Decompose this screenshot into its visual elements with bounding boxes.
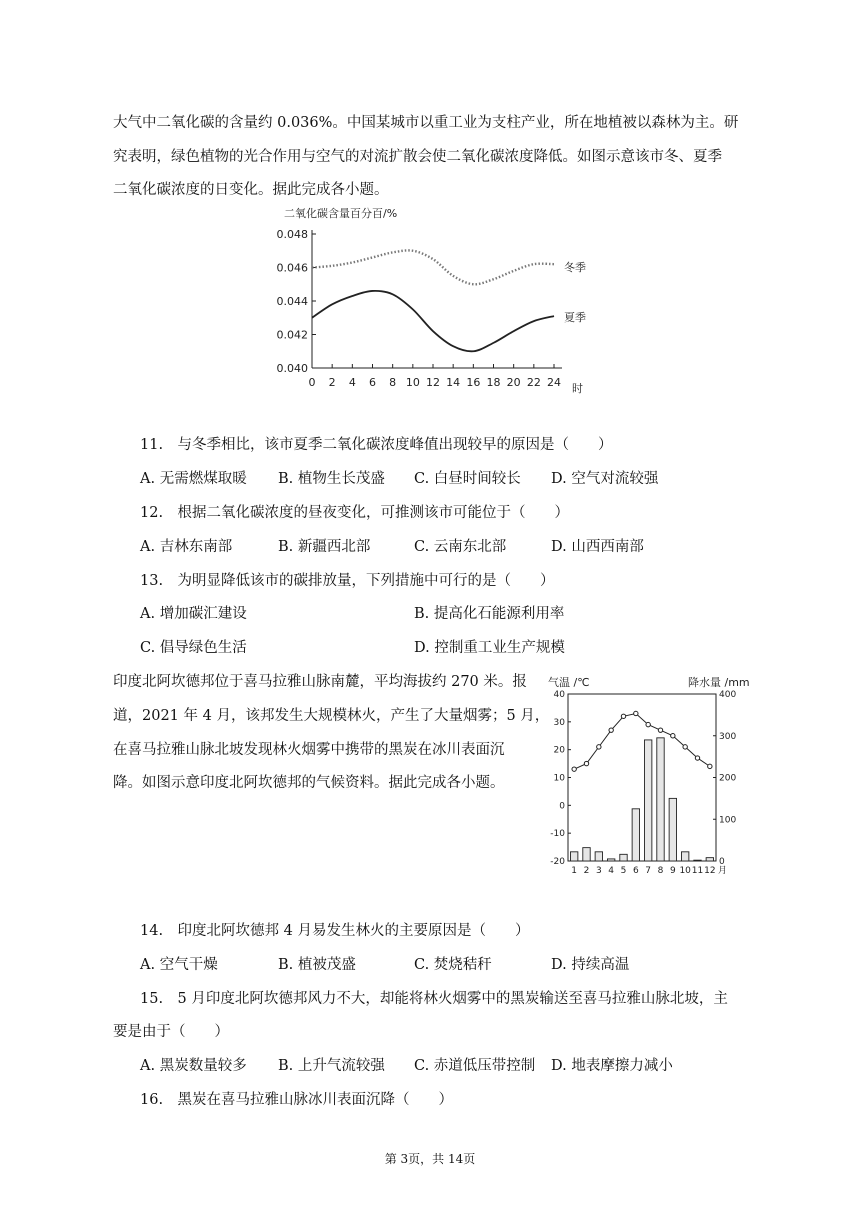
q11-option-b[interactable]: B. 植物生长茂盛: [278, 471, 385, 487]
chart1-xtick-label: 6: [369, 376, 376, 389]
summer-series-label: 夏季: [564, 311, 586, 324]
intro2-line-4: 降。如图示意印度北阿坎德邦的气候资料。据此完成各小题。: [113, 775, 505, 791]
precipitation-bar: [620, 854, 627, 861]
precipitation-bar: [583, 848, 590, 861]
winter-series-label: 冬季: [564, 261, 586, 274]
chart1-xtick-label: 14: [446, 376, 461, 389]
chart2-month-label: 5: [620, 866, 627, 876]
chart2-month-label: 6: [632, 866, 639, 876]
precipitation-bar: [570, 852, 577, 861]
intro1-line-2: 究表明，绿色植物的光合作用与空气的对流扩散会使二氧化碳浓度降低。如图示意该市冬、夏季: [113, 149, 722, 165]
climate-chart: [538, 672, 758, 882]
precipitation-bar: [607, 859, 614, 861]
summer-series-line: [312, 291, 554, 351]
q13-option-c[interactable]: C. 倡导绿色生活: [140, 640, 247, 656]
q15-stem-line-2: 要是由于（ ）: [113, 1024, 229, 1040]
temperature-line: [574, 713, 710, 769]
chart2-y1tick-label: -20: [550, 857, 565, 867]
temperature-point: [597, 745, 601, 749]
chart2-y2tick-label: 100: [719, 815, 737, 826]
temperature-point: [609, 728, 613, 732]
chart2-y2label: 降水量 /mm: [688, 676, 750, 689]
q12-option-d[interactable]: D. 山西西南部: [551, 539, 644, 555]
chart2-month-label: 3: [595, 866, 602, 876]
chart2-y1tick-label: 0: [559, 801, 565, 812]
temperature-point: [708, 764, 712, 768]
precipitation-bar: [681, 852, 688, 861]
chart1-xtick-label: 18: [486, 376, 501, 389]
q13-option-d[interactable]: D. 控制重工业生产规模: [414, 640, 565, 656]
q14-stem: 14. 印度北阿坎德邦 4 月易发生林火的主要原因是（ ）: [140, 923, 530, 939]
chart1-xtick-label: 0: [308, 376, 316, 389]
chart1-xtick-label: 10: [405, 376, 420, 389]
precipitation-bar: [669, 798, 676, 861]
q12-option-a[interactable]: A. 吉林东南部: [140, 539, 233, 555]
chart2-month-label: 8: [657, 866, 664, 876]
q15-option-d[interactable]: D. 地表摩擦力减小: [551, 1058, 673, 1074]
q13-option-b[interactable]: B. 提高化石能源利用率: [414, 606, 565, 622]
chart1-ytick-label: 0.044: [276, 295, 308, 308]
chart1-xtick-label: 4: [348, 376, 356, 389]
chart1-ytick-label: 0.046: [276, 261, 308, 275]
chart2-month-label: 12: [704, 866, 716, 876]
temperature-point: [646, 722, 650, 726]
precipitation-bar: [595, 852, 602, 861]
q12-option-b[interactable]: B. 新疆西北部: [278, 539, 371, 555]
chart2-y1tick-label: -10: [550, 829, 565, 840]
chart1-xtick-label: 8: [389, 376, 397, 389]
chart2-y2tick-label: 0: [719, 857, 725, 867]
temperature-point: [671, 734, 675, 738]
q11-option-a[interactable]: A. 无需燃煤取暖: [140, 471, 247, 487]
q14-option-d[interactable]: D. 持续高温: [551, 957, 630, 973]
precipitation-bar: [632, 809, 639, 861]
q13-stem: 13. 为明显降低该市的碳排放量，下列措施中可行的是（ ）: [140, 573, 555, 589]
q14-option-b[interactable]: B. 植被茂盛: [278, 957, 356, 973]
temperature-point: [695, 756, 699, 760]
chart2-xunit: 月: [718, 866, 728, 876]
chart2-y1tick-label: 10: [553, 773, 565, 784]
temperature-point: [572, 767, 576, 771]
q11-option-c[interactable]: C. 白昼时间较长: [414, 471, 521, 487]
chart2-y2tick-label: 300: [719, 731, 737, 742]
chart1-xtick-label: 2: [328, 376, 336, 389]
q11-option-d[interactable]: D. 空气对流较强: [551, 471, 659, 487]
intro2-line-2: 道，2021 年 4 月，该邦发生大规模林火，产生了大量烟雾；5 月，: [113, 708, 550, 724]
intro2-line-3: 在喜马拉雅山脉北坡发现林火烟雾中携带的黑炭在冰川表面沉: [113, 742, 505, 758]
q13-option-a[interactable]: A. 增加碳汇建设: [140, 606, 247, 622]
chart1-xtick-label: 20: [506, 376, 521, 389]
chart2-month-label: 7: [645, 866, 652, 876]
q15-option-c[interactable]: C. 赤道低压带控制: [414, 1058, 536, 1074]
intro1-line-1: 大气中二氧化碳的含量约 0.036%。中国某城市以重工业为支柱产业，所在地植被以森林为主。研: [113, 115, 739, 131]
chart1-xtick-label: 16: [466, 376, 481, 389]
temperature-point: [584, 761, 588, 765]
chart2-y1tick-label: 40: [553, 690, 565, 700]
precipitation-bar: [706, 858, 713, 861]
chart2-y1tick-label: 30: [553, 717, 565, 728]
chart1-ylabel: 二氧化碳含量百分百/%: [284, 207, 398, 220]
chart1-xunit: 时: [572, 382, 583, 395]
q14-option-a[interactable]: A. 空气干燥: [140, 957, 218, 973]
chart2-month-label: 9: [669, 866, 676, 876]
q15-stem-line-1: 15. 5 月印度北阿坎德邦风力不大，却能将林火烟雾中的黑炭输送至喜马拉雅山脉北坡，主: [140, 991, 728, 1007]
chart2-y2tick-label: 400: [719, 690, 737, 700]
q15-option-b[interactable]: B. 上升气流较强: [278, 1058, 385, 1074]
chart1-ytick-label: 0.042: [276, 328, 308, 342]
chart2-month-label: 1: [571, 866, 578, 876]
chart2-month-label: 11: [691, 866, 704, 876]
temperature-point: [683, 745, 687, 749]
precipitation-bar: [657, 738, 664, 861]
precipitation-bar: [644, 740, 651, 861]
q14-option-c[interactable]: C. 焚烧秸秆: [414, 957, 492, 973]
page-footer: 第 3页，共 14页: [384, 1152, 476, 1166]
intro1-line-3: 二氧化碳浓度的日变化。据此完成各小题。: [113, 182, 389, 198]
q15-option-a[interactable]: A. 黑炭数量较多: [140, 1058, 247, 1074]
chart1-ytick-label: 0.048: [276, 228, 308, 241]
q12-option-c[interactable]: C. 云南东北部: [414, 539, 507, 555]
q11-stem: 11. 与冬季相比，该市夏季二氧化碳浓度峰值出现较早的原因是（ ）: [140, 437, 613, 453]
temperature-point: [634, 711, 638, 715]
chart2-y1tick-label: 20: [553, 745, 565, 756]
chart2-y1label: 气温 /℃: [548, 676, 590, 689]
chart2-month-label: 10: [679, 866, 691, 876]
chart2-y2tick-label: 200: [719, 773, 737, 784]
temperature-point: [621, 714, 625, 718]
co2-line-chart: [268, 203, 588, 398]
chart2-month-label: 4: [608, 866, 615, 876]
winter-series-line: [312, 250, 554, 284]
chart2-month-label: 2: [583, 866, 590, 876]
chart1-ytick-label: 0.040: [276, 362, 308, 375]
q16-stem: 16. 黑炭在喜马拉雅山脉冰川表面沉降（ ）: [140, 1092, 454, 1108]
chart1-xtick-label: 24: [547, 376, 561, 389]
intro2-line-1: 印度北阿坎德邦位于喜马拉雅山脉南麓，平均海拔约 270 米。报: [113, 674, 527, 690]
chart1-xtick-label: 12: [426, 376, 440, 389]
temperature-point: [658, 728, 662, 732]
q12-stem: 12. 根据二氧化碳浓度的昼夜变化，可推测该市可能位于（ ）: [140, 505, 570, 521]
precipitation-bar: [694, 860, 701, 861]
chart1-xtick-label: 22: [526, 376, 541, 389]
